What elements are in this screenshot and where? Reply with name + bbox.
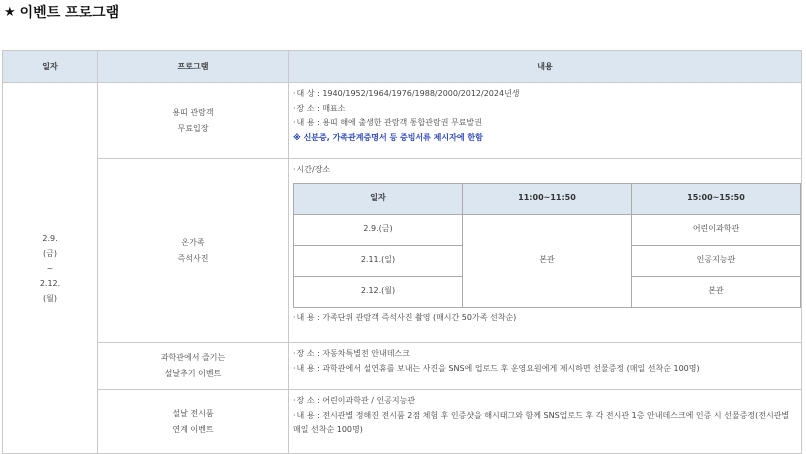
header-content: 내용 bbox=[289, 51, 802, 83]
list-item: · 대 상 : 1940/1952/1964/1976/1988/2000/2012/2024년생 bbox=[293, 87, 795, 102]
date-start: 2.9. bbox=[42, 233, 58, 243]
schedule-date: 2.12.(월) bbox=[294, 276, 463, 307]
date-end: 2.12. bbox=[39, 278, 61, 288]
program-name-line: 설날 전시품 bbox=[172, 408, 214, 418]
content-cell-dragon bbox=[289, 83, 802, 159]
program-name-line: 온가족 bbox=[181, 237, 205, 247]
program-cell-holiday-event bbox=[98, 343, 289, 390]
list-item: · 내 용 : 용띠 해에 출생한 관람객 통합관람권 무료발권 bbox=[293, 116, 795, 131]
list-item: · 내 용 : 전시관별 정해진 전시품 2점 체험 후 인증샷을 해시태그와 함께 SNS업로드 후 각 전시관 1층 안내데스크에 인증 시 선물증정(전시관별 매일 선착순 100명) bbox=[293, 409, 795, 438]
star-icon: ★ bbox=[4, 4, 16, 20]
schedule-header-row bbox=[294, 183, 801, 214]
page-heading bbox=[4, 2, 119, 22]
schedule-header-afternoon: 15:00~15:50 bbox=[632, 183, 801, 214]
schedule-afternoon-location: 어린이과학관 bbox=[632, 214, 801, 245]
program-cell-dragon bbox=[98, 83, 289, 159]
content-cell-exhibit-event bbox=[289, 390, 802, 454]
schedule-morning-location: 본관 bbox=[463, 214, 632, 307]
schedule-afternoon-location: 인공지능관 bbox=[632, 245, 801, 276]
table-row bbox=[3, 83, 802, 159]
program-name-line: 과학관에서 즐기는 bbox=[160, 353, 226, 362]
date-end-day: (월) bbox=[43, 293, 57, 303]
header-date: 일자 bbox=[3, 51, 98, 83]
program-name-line: 즉석사진 bbox=[177, 253, 209, 263]
schedule-table bbox=[293, 183, 801, 308]
schedule-header-date: 일자 bbox=[294, 183, 463, 214]
program-name-line: 연계 이벤트 bbox=[172, 424, 214, 434]
table-header-row bbox=[3, 51, 802, 83]
list-item: · 내 용 : 가족단위 관람객 즉석사진 촬영 (매시간 50가족 선착순) bbox=[293, 311, 795, 326]
program-name-line: 용띠 관람객 bbox=[172, 107, 214, 117]
schedule-header-morning: 11:00~11:50 bbox=[463, 183, 632, 214]
event-program-table bbox=[2, 50, 802, 454]
list-item: · 장 소 : 자동차특별전 안내데스크 bbox=[293, 347, 795, 362]
program-cell-exhibit-event bbox=[98, 390, 289, 454]
list-item: · 내 용 : 과학관에서 설연휴를 보내는 사진을 SNS에 업로드 후 운영요원에게 제시하면 선물증정 (매일 선착순 100명) bbox=[293, 362, 795, 377]
table-row bbox=[3, 343, 802, 390]
notice-text: ※ 신분증, 가족관계증명서 등 증빙서류 제시자에 한함 bbox=[293, 132, 483, 142]
schedule-date: 2.9.(금) bbox=[294, 214, 463, 245]
schedule-date: 2.11.(일) bbox=[294, 245, 463, 276]
list-item: · 장 소 : 어린이과학관 / 인공지능관 bbox=[293, 394, 795, 409]
date-start-day: (금) bbox=[43, 248, 57, 258]
list-item: · 장 소 : 매표소 bbox=[293, 102, 795, 117]
program-name-line: 설날추기 이벤트 bbox=[164, 369, 222, 378]
list-item: · 시간/장소 bbox=[293, 163, 795, 178]
content-cell-family-photo bbox=[289, 159, 802, 343]
page-title: 이벤트 프로그램 bbox=[19, 5, 120, 21]
schedule-afternoon-location: 본관 bbox=[632, 276, 801, 307]
schedule-row bbox=[294, 214, 801, 245]
header-program: 프로그램 bbox=[98, 51, 289, 83]
content-cell-holiday-event bbox=[289, 343, 802, 390]
date-separator: ~ bbox=[46, 263, 54, 273]
program-cell-family-photo bbox=[98, 159, 289, 343]
table-row bbox=[3, 390, 802, 454]
program-name-line: 무료입장 bbox=[177, 123, 209, 133]
event-date-cell bbox=[3, 83, 98, 454]
table-row bbox=[3, 159, 802, 343]
